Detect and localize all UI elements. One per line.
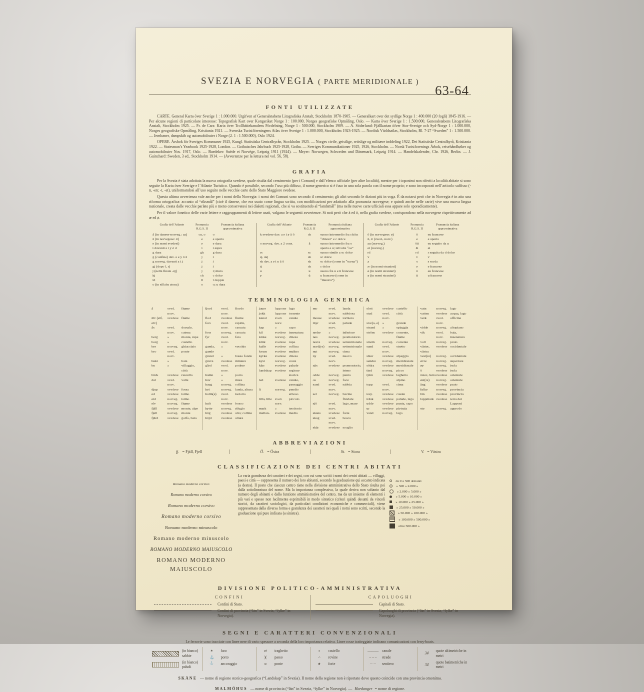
- terminologia-col: [256, 307, 310, 431]
- region-sample: SKÅNE: [178, 675, 197, 681]
- glossary-row: fjäll svedese monte, alpe: [151, 406, 198, 411]
- glossary-row: vatten svedese acqua, lago: [420, 311, 467, 316]
- glossary-row: myr sved. norv. palude: [312, 320, 353, 330]
- glossary-row: älv (elf, elv) svedese fiume: [151, 316, 190, 325]
- glossary-row: holm(e) sved. norv. isolotto: [205, 392, 246, 401]
- glossary-row: verk sved. norv. officina: [420, 316, 462, 325]
- legend-row: – – – strade: [367, 655, 414, 660]
- population-class-row: da 0 a 500 abitanti: [390, 479, 471, 483]
- legend-row: 34 quote altimetriche in metri: [421, 649, 468, 659]
- population-class-row: » 25.000 » 50.000 »: [390, 505, 471, 509]
- glossary-row: vand norveg. lago: [366, 411, 403, 415]
- grafia-row: g norveg. davanti a i j j i: [152, 259, 214, 264]
- glossary-row: torp svedese casale: [366, 392, 406, 396]
- legend-row: (in bianco) paludi: [152, 660, 199, 670]
- glossary-row: skär svedese scoglio: [312, 425, 353, 430]
- grafia-col-header: Pronuncia R.G.S. II: [303, 223, 316, 231]
- glossary-row: ny sved. norv. nuovo: [312, 354, 352, 363]
- glossary-row: hamn » porto: [205, 373, 243, 377]
- elevation-figure: 34: [424, 662, 429, 667]
- capital-legend-row: Capoluoghi di provincia (“län” in Svezia, “fylke” in Norvegia).: [316, 609, 467, 618]
- map-symbol-icon: ⚓: [209, 661, 214, 666]
- grafia-row: å (in danese-norveg.: aa) oa, o o: [152, 232, 215, 237]
- glossary-row: berg » monte, rupe: [151, 335, 199, 339]
- terminologia-heading: TERMINOLOGIA GENERICA: [248, 297, 372, 303]
- type-style-samples: [149, 474, 234, 576]
- glossary-row: øvre norveg. superiore: [420, 358, 464, 363]
- glossary-row: hav » mare: [205, 377, 243, 382]
- grafia-paragraph-2: Questa ultima avvertenza vale anche per i nomi della Norvegia: i nomi dei Comuni sono secondo il censimento; gli altri secondo le dizioni più in voga. È da notarsi però che in Norvegia è in atto una riforma ortografica: accanto al “riksmål” (cioè il danese, che era usato come lingua scritta, con modificazioni per adattarlo alla pronuncia norvegese; e quindi anche nelle carte) vive una nuova lingua nazionale, creata dalle vecchie parlate più o meno conservatesi nei dialetti regionali, che si va sostituendo al “landsmål” (ma nelle nuove carte ufficiali essa appare solo sporadicamente).: [149, 194, 471, 209]
- section-abbreviazioni: [149, 440, 471, 454]
- grafia-table-group-3: [364, 223, 472, 287]
- glossary-row: lappmark svedese terra dei Lapponi: [420, 396, 462, 406]
- population-class-row: oltre 500.000 »: [390, 523, 471, 528]
- line-symbol-icon: ·····: [369, 661, 377, 666]
- glossary-row: landskap svedese regione storica: [259, 368, 300, 377]
- grafia-row: ä, æ (sved., norv.) e e aperta: [367, 236, 439, 241]
- glossary-row: gamla, gamle » vecchio: [205, 344, 247, 354]
- glossary-row: höjd svedese altura: [205, 415, 244, 420]
- grafia-row: sj, skj sh sc dolce: [260, 255, 332, 260]
- segni-heading: SEGNI E CARATTERI CONVENZIONALI: [222, 630, 398, 637]
- glossary-row: fylke norveg. provincia: [420, 387, 464, 392]
- glossary-row: väster, västra svedese occidentale: [420, 344, 467, 354]
- page-content: [136, 76, 484, 691]
- glossary-row: öster, östra svedese orientale: [420, 373, 463, 377]
- terminologia-col: [364, 307, 418, 431]
- population-classes: [390, 474, 471, 576]
- glossary-row: ed svedese istmo: [151, 392, 190, 396]
- glossary-row: hög svedese alto; collina: [205, 411, 253, 415]
- map-symbol-icon: ≍: [263, 661, 268, 666]
- confini-column: [149, 595, 310, 620]
- legend-col-terrain: [149, 647, 202, 671]
- glossary-row: bäck svedese ruscello: [151, 373, 193, 377]
- glossary-row: søndre norveg. meridionale: [366, 358, 414, 363]
- map-symbol-icon: ⇄: [263, 648, 268, 654]
- page-title-main: SVEZIA E NORVEGIA: [200, 76, 315, 87]
- grafia-row: g (confine) dav. a e y ö ä j i: [152, 255, 214, 260]
- glossary-row: kulle svedese collina: [259, 344, 299, 349]
- grafia-row: kj ch c dolce: [152, 273, 223, 278]
- population-class-row: » 50.000 » 100.000 »: [390, 511, 471, 516]
- map-symbol-icon: ⚓: [209, 655, 215, 660]
- boundary-legend-row: Confini di Stato.: [154, 602, 305, 607]
- glossary-row: voll norveg. prato: [420, 339, 458, 344]
- legend-row: ····· sentiero: [367, 661, 414, 666]
- legend-row: ⚓ ancoraggio: [206, 661, 253, 666]
- grafia-table-group-1: [149, 223, 256, 287]
- fonti-carte-paragraph: CARTE. General Karta över Sverige 1 : 1.000.000. Utgifven af Generalstabens Litografiska Anstalt, Stockholm 1870-1905. — Generalkart over det sydlige Norge 1 : 400.000 (20 fogli) 1845-1916. — Per alcune regioni di particolare interesse: Topografisk Kart over Kongeriket Norge 1 : 100.000, Norges geografiske Opmåling, Oslo. — Karta över Sverige 1 : 1.500.000, Generalstabens Litografiska Anstalt, Stockholm 1925. — Fr. de Cars: Karta över Trollhättekanalens Fördelning, Norge 1 : 500.000, Stockholm 1909. — A. Söderlund: Fjällkartan öfver Stor-Sverige och Syd-Norge 1 : 1.000.000, Norges geografiske Opmåling, Kristiania 1921. — Svenska Turistföreningens Atlas över Sverige 1 : 1.000.000, Stockholm 1923-1925. — Nordisk Världsatlas, Stockholm, Bl. 7-27 “Sweden” 1 : 1.500.000. — Jernbaner, dampskib og automobilruter i Norge (2. 1 : 1.500.000), Oslo 1924.: [149, 114, 471, 138]
- page-number: 63-64: [435, 83, 469, 98]
- grafia-row: gj (dopo l, r) j i: [152, 264, 214, 269]
- legend-col-buildings: [310, 647, 364, 671]
- grafia-row: tj ch c dolce: [260, 264, 331, 269]
- grafia-col-header: Grafia dell’Atlante: [267, 223, 292, 227]
- legend-row: ∴ rovine: [313, 655, 360, 660]
- elevation-figure: 34: [424, 651, 429, 656]
- type-style-sample: ROMANO MODERNO MAIUSCOLO: [150, 547, 233, 553]
- glossary-row: kyst norveg. costa: [259, 358, 297, 363]
- grafia-heading: GRAFIA: [292, 168, 328, 175]
- glossary-row: gruva svedese miniera: [205, 358, 246, 363]
- title-rule: [149, 94, 471, 95]
- glossary-row: os norveg. foce: [312, 377, 349, 382]
- legend-col-quote: [417, 647, 471, 671]
- province-sample: MALMÖHUS: [214, 686, 248, 691]
- grafia-row: ö (in norvegese: ø) ö eu francese: [367, 232, 444, 237]
- legend-row: ✶ faro: [206, 649, 253, 654]
- glossary-row: kirke norveg. chiesa: [259, 335, 298, 339]
- glossary-row: skog sved. norv. bosco: [312, 415, 351, 425]
- population-class-row: » 2.000 » 5.000 »: [390, 489, 471, 493]
- legend-col-crossings: [256, 647, 310, 671]
- glossary-row: å sved. norv. fiume: [151, 306, 190, 316]
- map-symbol-icon: )(: [264, 655, 267, 660]
- abbreviazioni-heading: ABBREVIAZIONI: [272, 440, 348, 446]
- glossary-row: topp sved. norv. cima: [366, 382, 404, 392]
- type-style-sample: Romano moderno corsivo: [161, 514, 222, 520]
- glossary-row: stø norveg. approdo: [420, 406, 462, 411]
- glossary-row: kvarn svedese mulino: [259, 349, 299, 354]
- grafia-col-header: Pronuncia R.G.S. II: [410, 223, 424, 231]
- abbreviazioni-row: [149, 450, 471, 455]
- classificazione-heading: CLASSIFICAZIONE DEI CENTRI ABITATI: [217, 464, 403, 470]
- glossary-row: odde norveg. punta: [312, 373, 351, 377]
- glossary-row: borg » castello: [151, 339, 193, 344]
- grafia-row: rs sc suono simile a sc dolce: [260, 250, 353, 255]
- section-fonti: [149, 105, 471, 159]
- glossary-row: vest(re) norveg. occidentale: [420, 354, 467, 358]
- terrain-swatch-icon: [152, 662, 179, 668]
- terminologia-col: [310, 307, 364, 431]
- glossary-row: mark » territorio: [259, 406, 302, 411]
- glossary-row: ås sved. norv. dorsale, catena: [151, 325, 193, 335]
- glossary-row: øst(re) norveg. orientale: [420, 377, 463, 382]
- grafia-col-header: Pronuncia italiana approssimativa: [436, 223, 460, 231]
- boundary-line-icon: [154, 604, 212, 607]
- legend-col-ways: [364, 647, 418, 671]
- glossary-row: jaure lappone lago: [259, 306, 296, 311]
- settlement-symbol-icon: [390, 495, 393, 498]
- glossary-row: vatn norveg. lago: [420, 306, 457, 311]
- divisione-heading: DIVISIONE POLITICO-AMMINISTRATIVA: [217, 585, 403, 592]
- glossary-row: sjö sved. norv. lago, mare: [312, 401, 358, 411]
- grafia-row: sk dav. a e i y ä ö sh sc dolce (come in “scena”): [260, 259, 358, 264]
- glossary-row: eid norveg. istmo: [151, 396, 190, 401]
- legend-row: ⚓ porto: [206, 655, 253, 660]
- glossary-row: sand sved. norv. sabbia: [312, 382, 352, 392]
- glossary-row: sel norveg. bacino fluviale: [312, 392, 354, 401]
- glossary-row: øy norveg. isola: [420, 363, 457, 368]
- line-symbol-icon: ———: [367, 648, 379, 654]
- grafia-row: æ (in nomi stranieri) e e francese: [367, 264, 442, 269]
- glossary-row: strand » spiaggia: [366, 325, 409, 330]
- glossary-row: län svedese provincia: [420, 392, 464, 396]
- settlement-symbol-icon: [390, 489, 394, 493]
- glossary-row: dal sved. norv. valle: [151, 377, 189, 387]
- glossary-row: äng svedese prato: [420, 382, 458, 387]
- population-class-row: » 10.000 » 25.000 »: [390, 500, 471, 504]
- grafia-row: e (in nomi svedesi) e e dura: [152, 241, 222, 246]
- fonti-opere-paragraph: OPERE. Årsbok för Sveriges Kommuner 1925, Kungl. Statistiska Centralbyrån, Stockholm 1925. — Norges civile, geistlige, rettslige og militære inddeling 1922, Det Statistiske Centralbyrå, Kristiania 1922. — Statesman’s Yearbook 1925-1928, London. — Gothaisches Jahrbuch 1925-1928, Gotha. — Sveriges Kommunikationer 1925, 1926, Stockholm. — Norsk Turistforenings Årbok, reisehåndbøker og automobilruter Nos. 1917, Oslo. — Baedeker: Suède et Norvège, Leipzig 1911 (1924). — Meyer: Norwegen, Schweden und Dänemark, Leipzig 1914. — Handelskalender, Chr. 1926, Berlin. — J. Guinchard: Sweden, 3 ed., Stockholm 1914. — (Avvertenze per la lettura nel vol. 56, 58).: [149, 139, 471, 159]
- note-malmohus: MALMÖHUS — nome di provincia (“län” in Svezia, “fylke” in Norvegia). — Hardanger = nome di regione.: [214, 686, 406, 691]
- abbreviation-item: St. = Stora: [310, 450, 391, 455]
- glossary-row: stor(a, e) » grande: [366, 320, 407, 325]
- grafia-row: g dura gh g dura: [152, 250, 222, 255]
- glossary-row: ur svedese pietraia: [366, 406, 408, 411]
- grafia-row: ø (in nomi stranieri) ö eu francese: [367, 268, 444, 273]
- glossary-row: fyr sved. norv. faro: [205, 335, 241, 344]
- glossary-row: näs svedese promontorio, istmo: [312, 363, 362, 373]
- abbreviation-item: fj. = Fjäll, Fjell: [175, 449, 203, 454]
- map-symbol-icon: ▪: [318, 648, 320, 654]
- abbreviation-item: Ö. = Östra: [229, 450, 310, 455]
- glossary-row: stad sved. norv. città: [366, 311, 403, 320]
- glossary-row: lilla, lille sved. norv. piccolo: [259, 396, 300, 406]
- classificazione-text: La varia grandezza dei caratteri e dei segni, con cui sono scritti i nomi dei centri abitati — villaggi, paesi e città — rappresenta il numero dei loro abitanti, secondo la graduazione qui accanto indicata (a destra). Il posto che ciascun centro tiene nella divisione amministrativa dello Stato risulta poi dalla sottolineatura del nome. Ma la importanza complessiva, la quale deriva non soltanto dal numero degli abitanti e dalla funzione amministrativa del centro, ma da un insieme di elementi i più vari e spesso non facilmente esprimibili in modo sintetico (criteri quindi desunti da vincoli storici, da caratteri sociologici, da particolari condizioni economiche e commerciali), viene rappresentata dalla diversa forma e grandezza dei caratteri nei quali i nomi sono scritti, secondo la graduazione qui pure indicata (a sinistra).: [238, 473, 386, 516]
- glossary-row: vik sved. norv. baia, insenatura: [420, 330, 465, 339]
- glossary-row: ström svedese corrente, fiume: [366, 330, 409, 339]
- glossary-row: foss norveg. cascata: [205, 330, 246, 335]
- glossary-row: bre norveg. ghiacciaio: [151, 344, 196, 349]
- legend-row: )( passo: [260, 655, 307, 660]
- glossary-row: kyrka svedese chiesa: [259, 354, 298, 358]
- type-style-sample: Romano moderno minuscolo: [165, 525, 218, 530]
- grafia-paragraph-3: Per il valore fonetico delle varie lettere e raggruppamenti di lettere usati, valgano le seguenti avvertenze. Si noti però che ä ed ö, nella grafia svedese, corrispondono nella norvegese rispettivamente ad æ ed ø.: [149, 210, 471, 220]
- legend-col-harbour: [202, 647, 256, 671]
- grafia-table: [149, 223, 471, 287]
- terminologia-table: [149, 307, 471, 431]
- type-style-sample: Romano moderno corsivo: [170, 492, 212, 497]
- glossary-row: hytte norveg. rifugio: [205, 406, 245, 411]
- legend-row: ≍ ponte: [260, 661, 307, 666]
- glossary-row: udde svedese punta, capo: [366, 401, 413, 406]
- glossary-row: led svedese canale, passaggio: [259, 377, 303, 387]
- settlement-symbol-icon: [390, 517, 396, 523]
- legend-row: (in bianco) sabbie: [152, 649, 199, 659]
- section-segni: [149, 630, 471, 692]
- grafia-row: o norveg. dav. a 2 cons. å suono intermedio fra o aperta e u; talvolta “oa”: [260, 241, 354, 251]
- glossary-row: bukt » baia: [151, 358, 188, 363]
- settlement-symbol-icon: [390, 485, 393, 488]
- population-class-row: » 5.000 » 10.000 »: [390, 495, 471, 499]
- population-class-row: » 100.000 » 500.000 »: [390, 517, 471, 523]
- glossary-row: haug norveg. collina: [205, 382, 245, 387]
- legend-row: ⇄ traghetto: [260, 649, 307, 654]
- page-title: [149, 76, 471, 87]
- grafia-row: au (norveg.) öü eu seguito da u: [367, 241, 449, 246]
- glossary-row: kärr svedese palude: [259, 363, 299, 368]
- terrain-swatch-icon: [152, 651, 179, 657]
- glossary-row: elv norveg. fiume: [151, 401, 190, 406]
- boundary-legend-row: Confini di provincia (“län” in Svezia, “fylke” in Norvegia).: [154, 609, 305, 618]
- section-classificazione: [149, 464, 471, 576]
- grafia-row: ä (in norvegese: æ) e e aperta: [152, 236, 224, 241]
- map-symbol-icon: ∴: [318, 655, 321, 660]
- fonti-heading: FONTI UTILIZZATE: [265, 104, 355, 111]
- legend-row: 34 quote batimetriche in metri: [421, 660, 468, 670]
- glossary-row: jokk lappone torrente: [259, 311, 300, 316]
- capoluoghi-column: [310, 595, 471, 620]
- grafia-row: ld ll l doppia: [152, 277, 225, 282]
- glossary-row: träsk svedese palude, lago: [366, 396, 414, 401]
- type-style-sample: ROMANO MODERNO MAIUSCOLO: [156, 556, 226, 573]
- section-grafia: [149, 169, 471, 287]
- glossary-row: fjell norveg. monte: [151, 411, 191, 415]
- glossary-row: klint svedese rupe: [259, 339, 296, 344]
- settlement-symbol-icon: [390, 511, 395, 516]
- grafia-row: u u suono fra u e ü francese: [260, 268, 354, 273]
- glossary-row: fors sved. norv. rapida, cascata: [205, 320, 246, 330]
- glossary-row: strøm norveg. corrente: [366, 339, 409, 344]
- glossary-row: grund » basso fondo: [205, 354, 253, 358]
- grafia-col-header: Pronuncia R.G.S. II: [195, 223, 209, 231]
- abbreviation-item: V. = Västra: [390, 450, 471, 455]
- glossary-row: vidde norveg. altopiano: [420, 325, 464, 330]
- legend-row: ▪ castello: [313, 649, 360, 654]
- segni-intro: Le ferrovie sono tracciate con linee nere di vario spessore a seconda della loro importanza relativa. Linee rosse tratteggiate indicano comunicazioni con ferry-boats.: [185, 639, 435, 645]
- grafia-row: v v v: [367, 255, 430, 260]
- settlement-symbol-icon: [390, 480, 393, 483]
- grafia-col-header: Pronuncia italiana approssimativa: [221, 223, 245, 231]
- glossary-row: tjärn svedese laghetto alpino: [366, 373, 408, 382]
- grafia-row: i davanti a t y é d i i aspra: [152, 246, 222, 251]
- settlement-symbol-icon: [390, 501, 393, 504]
- glossary-row: nord(re) norveg. settentrionale: [312, 344, 362, 349]
- legend-row: ——— canale: [367, 648, 392, 654]
- glossary-row: bro sved. norv. ponte: [151, 349, 190, 358]
- glossary-row: by » villaggio, città: [151, 363, 195, 373]
- type-style-sample: Romano moderno corsivo: [168, 503, 215, 508]
- glossary-row: kil svedese insenatura: [259, 330, 304, 335]
- type-style-sample: Romano moderno corsivo: [173, 482, 210, 486]
- glossary-row: kap » capo: [259, 325, 296, 330]
- underline-icon: [316, 604, 374, 607]
- glossary-row: säter svedese alpeggio: [366, 354, 409, 358]
- glossary-row: sund sved. norv. stretto: [366, 344, 406, 354]
- glossary-row: fjärd svedese golfo, baia: [151, 415, 197, 420]
- glossary-row: mosse svedese torbiera: [312, 316, 354, 320]
- glossary-row: gård sved. norv. podere: [205, 363, 245, 373]
- glossary-row: slott svedese castello: [366, 306, 408, 311]
- region-name-sample: Hardanger: [354, 686, 373, 691]
- glossary-row: nedre » inferiore: [312, 330, 355, 335]
- grafia-paragraph-1: Per la Svezia è stata adottata la nuova ortografia svedese, quale risulta dal censimento (per i Comuni) e dall’elenco ufficiale (per altre località), mentre per i toponimi non riferiti a località abitate si sono seguite la Karta över Sverige e l’Atlante Turistico. Quando è possibile, secondo l’uso più diffuso, il nome generico si è fuso in una sola parola con il nome proprio; e sono incorporati nell’articolo suffisso (-n, -en; -t, -et), uniformandosi all’uso seguito nelle vecchie carte dello Stato Maggiore svedese.: [149, 178, 471, 193]
- grafia-row: j (nella finale -rg) j i; muta: [152, 268, 223, 273]
- page-title-sub: ( PARTE MERIDIONALE ): [317, 78, 420, 86]
- map-symbol-icon: ★: [317, 661, 321, 666]
- capoluoghi-heading: CAPOLUOGHI: [368, 595, 414, 600]
- glossary-row: mo sved. norv. landa sabbiosa: [312, 306, 355, 316]
- glossary-row: hei norveg. landa, altura: [205, 387, 253, 392]
- glossary-row: nut norveg. cima: [312, 349, 350, 354]
- grafia-col-header: Pronuncia italiana approssimativa: [328, 223, 352, 231]
- glossary-row: skans svedese forte: [312, 411, 350, 415]
- atlas-page: [136, 28, 512, 691]
- glossary-row: ö svedese isola: [420, 368, 457, 373]
- glossary-row: södra svedese meridionale: [366, 363, 414, 368]
- grafia-row: ei (norveg.) äi ei: [367, 246, 431, 251]
- terminologia-col: [202, 307, 256, 431]
- grafia-row: y ü u francese (come in “musica”): [260, 273, 348, 282]
- grafia-col-header: Grafia dell’Atlante: [374, 223, 400, 227]
- glossary-row: li norveg. pendio erboso: [259, 387, 299, 396]
- settlement-symbol-icon: [390, 506, 393, 509]
- glossary-row: kanal sved. norv. canale: [259, 316, 298, 325]
- type-style-sample: Romano moderno minuscolo: [153, 535, 230, 542]
- segni-legend: [149, 647, 471, 671]
- section-divisione: [149, 586, 471, 621]
- glossary-row: hult svedese bosco: [205, 401, 244, 406]
- grafia-table-group-2: [256, 223, 364, 287]
- glossary-row: mellan- svedese medio: [259, 411, 298, 415]
- map-symbol-icon: ✶: [210, 648, 214, 654]
- glossary-row: fjord sved. norv. fiordo: [205, 306, 244, 316]
- glossary-row: flod svedese fiume: [205, 316, 244, 320]
- confini-heading: CONFINI: [214, 595, 245, 600]
- underline-icon: [316, 611, 374, 618]
- glossary-row: norra svedese settentrionale: [312, 339, 362, 344]
- line-symbol-icon: – – –: [369, 655, 377, 660]
- legend-row: ★ forte: [313, 661, 360, 666]
- section-terminologia: [149, 297, 471, 430]
- note-skane: SKÅNE — nome di regione storico-geografica (“Landskap” in Svezia). Il nome della regione non è riportato dove questo coincide con una provincia omonima.: [178, 675, 442, 681]
- settlement-symbol-icon: [390, 523, 395, 528]
- glossary-row: nes norveg. promontorio: [312, 335, 361, 339]
- grafia-col-header: Grafia dell’Atlante: [159, 223, 185, 227]
- grafia-row: z s s sorda: [367, 259, 438, 264]
- population-class-row: » 500 » 2.000 »: [390, 484, 471, 488]
- grafia-row: y (in nomi stranieri) ü u francese: [367, 273, 443, 278]
- boundary-line-icon: [154, 611, 212, 618]
- glossary-row: djup svedese fossa: [151, 387, 189, 392]
- grafia-row: o (in sillaba atona) o o; u dura: [152, 282, 226, 287]
- grafia-row: rd rd r seguita da d dolce: [367, 250, 455, 255]
- terminologia-col: [417, 307, 471, 431]
- grafia-row: k svedese dav. a e i y ä ö ch suono intermedio fra chi in “chiesa” e c dolce: [260, 232, 359, 241]
- capital-legend-row: Capitali di Stato.: [316, 602, 467, 607]
- glossary-row: tind norveg. picco: [366, 368, 405, 373]
- terminologia-col: [149, 307, 202, 431]
